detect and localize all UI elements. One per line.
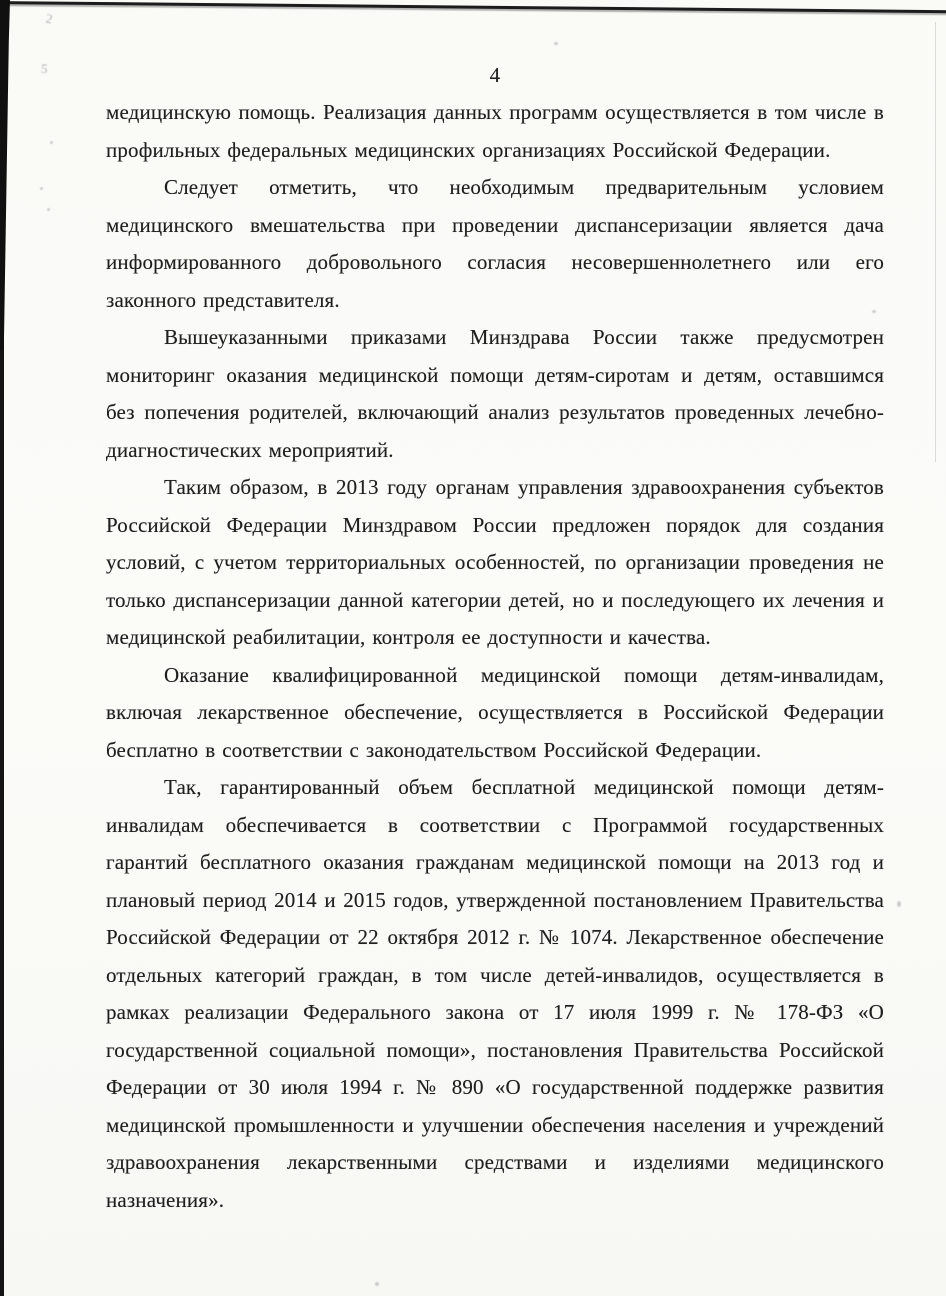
scan-edge-right-line xyxy=(935,22,936,462)
scan-speck xyxy=(897,901,901,907)
page-number: 4 xyxy=(489,63,501,87)
paragraph: Вышеуказанными приказами Минздрава России также предусмотрен мониторинг оказания медицинской помощи детям-сиротам и детям, оставшимся без попечения родителей, включающий анализ результатов проведенных лечебно-диагностических мероприятий. xyxy=(106,325,884,462)
scan-speck xyxy=(40,187,43,190)
scan-speck xyxy=(50,141,53,144)
pencil-margin-mark: 5 xyxy=(40,60,49,77)
scan-speck xyxy=(554,42,558,45)
paragraph: медицинскую помощь. Реализация данных программ осуществляется в том числе в профильных федеральных медицинских организациях Российской Федерации. xyxy=(106,100,884,162)
scan-edge-left-wedge xyxy=(0,0,10,350)
pencil-margin-mark: 2 xyxy=(44,10,54,27)
document-page-content xyxy=(106,56,884,1219)
document-body xyxy=(106,94,884,1219)
paragraph: Так, гарантированный объем бесплатной медицинской помощи детям-инвалидам обеспечивается в соответствии с Программой государственных гарантий бесплатного оказания гражданам медицинской помощи на 2013 год и плановый период 2014 и 2015 годов, утвержденной постановлением Правительства Российской Федерации от 22 октября 2012 г. № 1074. Лекарственное обеспечение отдельных категорий граждан, в том числе детей-инвалидов, осуществляется в рамках реализации Федерального закона от 17 июля 1999 г. № 178-ФЗ «О государственной социальной помощи», постановления Правительства Российской Федерации от 30 июля 1994 г. № 890 «О государственной поддержке развития медицинской промышленности и улучшении обеспечения населения и учреждений здравоохранения лекарственными средствами и изделиями медицинского назначения». xyxy=(106,775,884,1212)
scan-speck xyxy=(47,208,50,211)
paragraph: Следует отметить, что необходимым предварительным условием медицинского вмешательства при проведении диспансеризации является дача информированного добровольного согласия несовершеннолетнего или его законного представителя. xyxy=(106,175,884,312)
paragraph: Оказание квалифицированной медицинской помощи детям-инвалидам, включая лекарственное обеспечение, осуществляется в Российской Федерации бесплатно в соответствии с законодательством Российской Федерации. xyxy=(106,662,884,762)
scan-speck xyxy=(375,1282,379,1286)
paragraph: Таким образом, в 2013 году органам управления здравоохранения субъектов Российской Федерации Минздравом России предложен порядок для создания условий, с учетом территориальных особенностей, по организации проведения не только диспансеризации данной категории детей, но и последующего их лечения и медицинской реабилитации, контроля ее доступности и качества. xyxy=(106,475,884,649)
scan-edge-top-line xyxy=(0,1,946,13)
